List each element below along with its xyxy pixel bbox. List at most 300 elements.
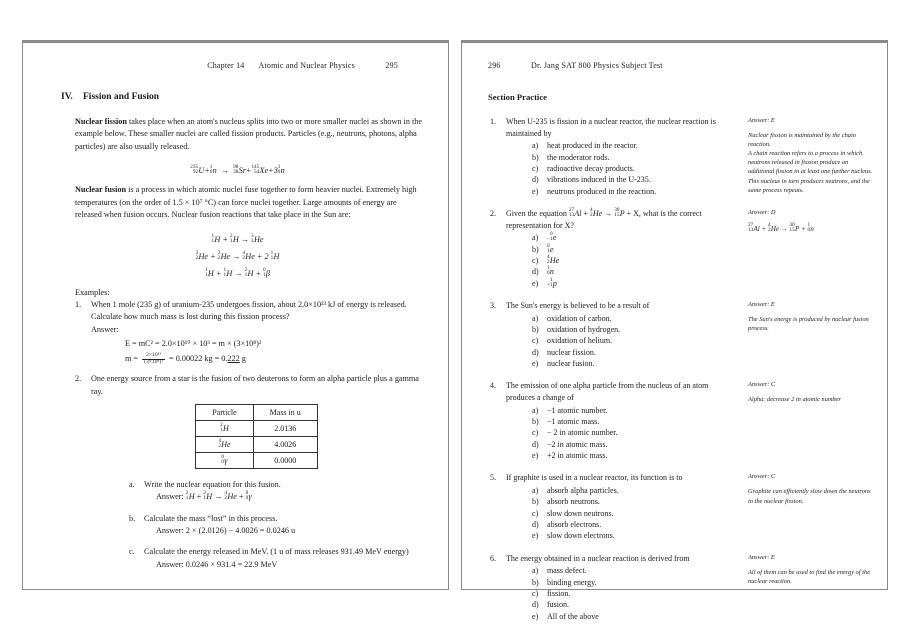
neutron-symbol: n [212, 166, 217, 176]
fusion3-op: + [215, 268, 222, 278]
choice-letter: b) [532, 244, 539, 254]
choice-letter: e) [532, 278, 539, 288]
q2a-sub: −1 [547, 236, 553, 243]
question-6-choices [532, 565, 738, 622]
question-6-answer: Answer: E [748, 553, 775, 561]
question-4-choice-e[interactable] [532, 450, 738, 461]
example-item-2 [75, 373, 422, 570]
question-2-number: 2. [490, 208, 497, 218]
question-2-choice-e[interactable] [532, 278, 738, 289]
fusion-equation-1 [53, 234, 422, 244]
q2-unknown: + X [626, 208, 639, 218]
question-1-number: 1. [490, 117, 497, 126]
choice-text: nuclear fusion. [547, 359, 595, 368]
choice-letter: c) [532, 589, 539, 599]
choice-letter: d) [532, 600, 539, 610]
choice-letter: d) [532, 347, 539, 357]
choice-text: fission. [547, 589, 571, 599]
subpart-b-answer: Answer: 2 × (2.0126) − 4.0026 = 0.0246 u [156, 525, 296, 535]
fusion1-b-sub: 1 [229, 237, 233, 244]
choice-text: absorb electrons. [547, 520, 602, 530]
question-2-answer: Answer: D [748, 208, 776, 216]
question-5-margin-note [738, 472, 873, 505]
example-1-result-a: = 0.00022 kg = 0. [169, 353, 228, 363]
page-number-left: 295 [385, 61, 399, 70]
choice-text: slow down neutrons. [547, 508, 614, 518]
question-5-answer: Answer: C [748, 473, 776, 481]
q2n-he-sup: 4 [767, 222, 771, 229]
fusion1-b-sup: 2 [229, 232, 233, 239]
page-number-right: 296 [488, 61, 501, 70]
fusion2-b-sup: 3 [217, 249, 221, 256]
choice-text: −2 in atomic mass. [547, 439, 608, 449]
fusion3-tail: + [255, 268, 261, 278]
question-6-choice-c[interactable] [532, 588, 738, 599]
choice-text: radioactive decay products. [547, 163, 635, 173]
question-5-choice-c[interactable] [532, 508, 738, 519]
particle-mass-table [195, 404, 318, 469]
example-1-denominator: (3×10⁸)² [144, 358, 163, 365]
question-1-choice-b[interactable] [532, 152, 738, 163]
subpart-a-marker: a. [129, 480, 135, 490]
fusion2-arrow: → [232, 251, 241, 261]
q2-p-sym: P [619, 208, 625, 218]
q2-he-sym: He [592, 208, 603, 218]
question-2-choices [532, 232, 738, 289]
question-1 [488, 116, 873, 197]
question-4-choice-a[interactable] [532, 405, 738, 416]
sa-tail: + [238, 492, 244, 502]
question-3-choice-d[interactable] [532, 347, 738, 358]
choice-letter: b) [532, 416, 539, 426]
choice-text: nuclear fission. [547, 347, 596, 357]
sa-d-sym: γ [248, 492, 252, 502]
q2a-sup: 0 [549, 231, 553, 238]
question-2-note-equation [748, 223, 873, 235]
fusion2-a-sym: He [198, 251, 209, 261]
q2a-sym: e [552, 233, 557, 243]
question-6-margin-note [738, 553, 873, 586]
question-5-choice-d[interactable] [532, 519, 738, 530]
choice-letter: c) [532, 336, 539, 346]
question-2 [488, 208, 873, 289]
u235-atomic-number: 92 [192, 169, 199, 176]
choice-letter: c) [532, 163, 539, 173]
choice-letter: a) [532, 313, 539, 323]
subpart-a [129, 479, 422, 504]
fusion3-a-sym: H [207, 268, 214, 278]
question-6-number: 6. [490, 553, 497, 563]
fission-plus-3: + [268, 166, 274, 176]
fusion-equation-3 [53, 268, 422, 278]
choice-letter: c) [532, 508, 539, 518]
q2n-he-sub: 2 [767, 227, 771, 234]
row1-sym: H [222, 423, 229, 433]
fusion2-a-sup: 3 [195, 249, 199, 256]
choice-text: heat produced in the reactor. [547, 141, 638, 151]
row2-sup: 4 [218, 437, 221, 444]
sa-c-sym: He [227, 492, 237, 502]
sa-b-sym: H [206, 492, 213, 502]
sa-c-sub: 2 [224, 495, 228, 502]
fusion1-a-sup: 1 [211, 232, 215, 239]
fission-plus-2: + [245, 166, 252, 176]
q2e-sym: p [552, 278, 557, 288]
question-4 [488, 380, 873, 461]
fusion-paragraph [75, 184, 422, 221]
example-1-text: When 1 mole (235 g) of uranium-235 undergoes fission, about 2.0×10²³ kJ of energy is released. Calculate how much mass is lost during this fission process? [91, 299, 407, 321]
fusion3-c-sub: 1 [244, 271, 248, 278]
choice-text: vibrations induced in the U-235. [547, 175, 651, 185]
u235-symbol: U [198, 166, 205, 176]
question-4-choice-d[interactable] [532, 439, 738, 450]
choice-text: −1 atomic number. [547, 405, 608, 415]
subpart-b [129, 513, 422, 538]
example-1-marker: 1. [75, 299, 82, 309]
example-1-answer-label: Answer: [91, 325, 119, 335]
fusion3-a-sup: 1 [205, 266, 208, 273]
q2n-al-sym: Al [753, 225, 760, 234]
question-3-choice-b[interactable] [532, 324, 738, 335]
fusion3-d-sym: β [265, 268, 270, 278]
question-6-choice-e[interactable] [532, 611, 738, 622]
question-3-choice-e[interactable] [532, 358, 738, 369]
particle-cell-gamma [196, 453, 253, 469]
q2n-n-sym: n [810, 225, 814, 234]
sa-a-sym: H [188, 492, 195, 502]
running-head-left-page [53, 61, 422, 70]
neutron2-atomic-number: 0 [277, 169, 281, 176]
question-5-number: 5. [490, 473, 497, 483]
choice-letter: a) [532, 141, 539, 151]
sa-a-sub: 1 [185, 495, 189, 502]
q2-he-sup: 4 [590, 207, 593, 214]
q2n-al-sub: 13 [748, 227, 754, 234]
subpart-c-answer: Answer: 0.0246 × 931.4 = 22.9 MeV [156, 559, 278, 569]
fusion2-a-sub: 2 [195, 254, 199, 261]
section-heading [61, 92, 422, 102]
running-head-right-page [488, 61, 873, 70]
question-4-note: Alpha: decrease 2 in atomic number [748, 396, 841, 404]
q2d-sup: 1 [547, 265, 550, 272]
question-1-choice-c[interactable] [532, 163, 738, 174]
sa-b-sup: 2 [203, 490, 206, 497]
mass-cell-deuterium: 2.0136 [253, 421, 317, 437]
row3-sym: γ [224, 455, 228, 465]
question-6-choice-b[interactable] [532, 577, 738, 588]
column-header-particle: Particle [196, 405, 253, 421]
question-2-choice-d[interactable] [532, 266, 738, 277]
question-5-choice-e[interactable] [532, 530, 738, 541]
choice-letter: b) [532, 324, 539, 334]
question-4-number: 4. [490, 381, 497, 391]
subpart-c-text: Calculate the energy released in MeV. (1 u of mass releases 931.49 MeV energy) [144, 547, 409, 557]
fission-paragraph-text: takes place when an atom's nucleus splits into two or more smaller nuclei as shown in the example below. These smaller nuclei are called fission products. Particles (e.g., neutrons, photons, alpha particles) are also usually released. [75, 117, 422, 151]
subpart-c [129, 546, 422, 571]
question-3-choice-c[interactable] [532, 335, 738, 346]
q2e-sub: +1 [547, 281, 553, 288]
fusion2-b-sym: He [220, 251, 231, 261]
fusion-paragraph-text: is a process in which atomic nuclei fuse together to form heavier nuclei. Extremely high temperatures (on the order of 1.5 × 10⁷ °C) can force nuclei together. Large amounts of energy are released when fusion occurs. Nuclear fusion reactions that take place in the Sun are: [75, 185, 417, 220]
u235-mass-number: 235 [190, 164, 199, 171]
question-1-choice-d[interactable] [532, 174, 738, 185]
question-1-choice-a[interactable] [532, 140, 738, 151]
question-1-choice-e[interactable] [532, 186, 738, 197]
running-head-title: Atomic and Nuclear Physics [258, 61, 355, 70]
fission-equation [53, 165, 422, 175]
choice-letter: e) [532, 611, 539, 621]
question-2-choice-a[interactable] [532, 232, 738, 243]
fusion-term: Nuclear fusion [75, 185, 127, 195]
particle-cell-helium [196, 437, 253, 453]
q2b-sup: 0 [547, 242, 550, 249]
book-title: Dr. Jang SAT 800 Physics Subject Test [531, 61, 663, 70]
example-item-1 [75, 299, 422, 366]
fusion2-c-sup: 4 [242, 249, 245, 256]
sa-arrow: → [214, 492, 223, 502]
question-6-choice-a[interactable] [532, 565, 738, 576]
xe-symbol: Xe [259, 166, 269, 176]
choice-text: fusion. [547, 600, 570, 610]
example-1-line-2 [125, 353, 422, 366]
question-6-body [488, 553, 738, 622]
example-1-line-1: E = mC² = 2.0×10¹⁰ × 10³ = m × (3×10⁸)² [125, 339, 262, 349]
example-1-result-c: g [239, 353, 246, 363]
question-3 [488, 300, 873, 369]
question-2-stem-post: , what is the correct representation for X? [506, 208, 702, 230]
choice-letter: d) [532, 439, 539, 449]
example-1-numerator: 2×10¹³ [142, 353, 165, 360]
particle-cell-deuterium [196, 421, 253, 437]
sa-d-sub: 0 [245, 495, 249, 502]
fusion3-b-sup: 1 [223, 266, 227, 273]
q2b-sym: e [549, 244, 554, 254]
sa-d-sup: 0 [245, 490, 249, 497]
subpart-b-text: Calculate the mass “lost” in this process. [144, 513, 278, 523]
practice-heading: Section Practice [488, 92, 547, 102]
table-header-row [196, 405, 318, 421]
column-header-mass: Mass in u [253, 405, 317, 421]
q2c-sub: 2 [547, 258, 550, 265]
example-1-result-b: 222 [227, 353, 240, 363]
question-6-note: All of them can be used to find the energy of the nuclear reaction. [748, 568, 871, 585]
sa-c-sup: 4 [224, 490, 228, 497]
choice-letter: a) [532, 566, 539, 576]
question-3-answer: Answer: E [748, 300, 775, 308]
table-row [196, 453, 318, 469]
question-3-number: 3. [490, 300, 497, 310]
q2n-arrow: → [780, 225, 788, 234]
q2n-n-sub: 0 [807, 227, 811, 234]
example-1-mass-lead: m = [125, 353, 139, 363]
question-1-body [488, 116, 738, 197]
q2n-he-sym: He [770, 225, 780, 234]
choice-text: absorb alpha particles. [547, 485, 619, 495]
fusion2-op: + [210, 251, 216, 261]
question-1-stem: When U-235 is fission in a nuclear reactor, the nuclear reaction is maintained by [506, 117, 716, 138]
fusion2-b-sub: 2 [217, 254, 221, 261]
fusion1-a-sym: H [214, 234, 221, 244]
choice-text: oxidation of carbon. [547, 313, 612, 323]
sr-atomic-number: 38 [233, 169, 239, 176]
fusion1-op: + [222, 234, 228, 244]
neutron-mass-number: 1 [209, 164, 213, 171]
choice-text: absorb neutrons. [547, 497, 600, 507]
question-4-margin-note [738, 380, 873, 404]
fusion2-c-sym: He [245, 251, 255, 261]
choice-text: All of the above [547, 611, 599, 621]
question-2-choice-b[interactable] [532, 244, 738, 255]
q2-he-sub: 2 [590, 211, 593, 218]
subpart-a-answer-label: Answer: [156, 492, 184, 502]
subpart-b-marker: b. [129, 513, 136, 523]
fusion3-a-sub: 1 [205, 271, 208, 278]
fusion3-d-sub: 1 [263, 271, 266, 278]
question-5-choice-b[interactable] [532, 496, 738, 507]
choice-letter: b) [532, 577, 539, 587]
fusion3-b-sym: H [226, 268, 233, 278]
row3-sub: 0 [221, 458, 224, 465]
row1-sub: 1 [220, 426, 223, 433]
fusion2-d-sup: 1 [270, 249, 274, 256]
subpart-a-answer [156, 491, 422, 503]
q2n-al-sup: 27 [748, 222, 754, 229]
choice-letter: b) [532, 497, 539, 507]
mass-cell-helium: 4.0026 [253, 437, 317, 453]
choice-letter: a) [532, 485, 539, 495]
question-6 [488, 553, 873, 622]
choice-text: mass defect. [547, 566, 587, 576]
q2c-sup: 4 [547, 253, 550, 260]
fusion2-c-sub: 2 [242, 254, 245, 261]
fusion1-a-sub: 1 [211, 237, 215, 244]
q2-al-sub: 13 [568, 211, 575, 218]
question-1-margin-note [738, 116, 873, 195]
q2-al-sup: 27 [568, 207, 575, 214]
example-2-subparts [129, 479, 422, 571]
choice-letter: e) [532, 450, 539, 460]
xe-mass-number: 145 [251, 164, 260, 171]
choice-text: binding energy. [547, 577, 597, 587]
q2n-n-sup: 1 [807, 222, 811, 229]
question-4-stem: The emission of one alpha particle from the nucleus of an atom produces a change of [506, 381, 709, 402]
q2-p-sub: 15 [614, 211, 620, 218]
fission-term: Nuclear fission [75, 117, 127, 126]
choice-letter: a) [532, 405, 539, 415]
choice-text: − 2 in atomic number. [547, 428, 618, 438]
sr-symbol: Sr [238, 166, 246, 176]
question-4-choices [532, 405, 738, 462]
choice-text: +2 in atomic mass. [547, 450, 608, 460]
choice-text: slow down electrons. [547, 531, 615, 541]
choice-letter: b) [532, 152, 539, 162]
question-1-answer: Answer: E [748, 117, 775, 124]
q2b-sub: 1 [547, 247, 550, 254]
fusion3-c-sym: H [247, 268, 254, 278]
choice-letter: c) [532, 428, 539, 438]
question-4-choice-c[interactable] [532, 427, 738, 438]
choice-text: oxidation of hydrogen. [547, 324, 621, 334]
section-numeral: IV. [61, 92, 73, 102]
q2n-p-sym: P [795, 225, 800, 234]
q2-p-sup: 30 [614, 207, 620, 214]
q2d-sym: n [549, 267, 554, 277]
fusion3-arrow: → [234, 268, 243, 278]
example-2-marker: 2. [75, 374, 82, 384]
question-5-note: Graphite can efficiently slow down the neutrons in the nuclear fission. [748, 488, 871, 505]
question-3-choices [532, 313, 738, 370]
fusion1-c-sup: 3 [251, 232, 254, 239]
examples-label: Examples: [75, 287, 110, 297]
q2n-p-sup: 30 [789, 222, 795, 229]
examples-list [75, 299, 422, 571]
fusion3-c-sup: 2 [244, 266, 248, 273]
fusion2-tail: + 2 [256, 251, 269, 261]
sa-op: + [196, 492, 202, 502]
question-4-choice-b[interactable] [532, 416, 738, 427]
choice-letter: e) [532, 531, 539, 541]
question-5-choice-a[interactable] [532, 485, 738, 496]
fusion2-d-sub: 1 [270, 254, 274, 261]
q2-arrow: → [604, 208, 613, 218]
example-2-text: One energy source from a star is the fusion of two deuterons to form an alpha particle plus a gamma ray. [91, 374, 419, 396]
fusion2-d-sym: H [273, 251, 280, 261]
fission-paragraph [75, 116, 422, 153]
subpart-c-marker: c. [129, 547, 135, 557]
choice-text: the moderator rods. [547, 152, 610, 162]
question-3-note: The Sun's energy is produced by nuclear fusion process. [748, 316, 869, 333]
question-6-choice-d[interactable] [532, 599, 738, 610]
question-6-stem: The energy obtained in a nuclear reaction is derived from [506, 553, 690, 563]
choice-letter: e) [532, 186, 539, 196]
example-1-fraction [142, 353, 165, 366]
xe-atomic-number: 54 [254, 169, 260, 176]
fusion3-d-sup: 0 [263, 266, 266, 273]
mass-cell-gamma: 0.0000 [253, 453, 317, 469]
question-1-note-2: A chain reaction refers to a process in which neutrons released in fission produce an additional fission in at least one further nucleus. This nucleus in turn produces neutrons, and the same process repeats. [748, 150, 873, 194]
row2-sym: He [221, 439, 231, 449]
row2-sub: 2 [218, 442, 221, 449]
q2n-tail: + [801, 225, 806, 234]
fusion1-c-sym: He [253, 234, 264, 244]
sa-b-sub: 1 [203, 495, 206, 502]
q2n-p-sub: 15 [789, 227, 795, 234]
choice-letter: d) [532, 520, 539, 530]
fission-arrow: → [220, 166, 230, 176]
question-5 [488, 472, 873, 541]
subpart-a-text: Write the nuclear equation for this fusion. [144, 480, 281, 490]
q2e-sup: 1 [549, 276, 553, 283]
choice-letter: d) [532, 175, 539, 185]
sa-a-sup: 2 [185, 490, 189, 497]
question-3-choice-a[interactable] [532, 313, 738, 324]
neutron-coefficient: 3 [273, 166, 278, 176]
choice-letter: a) [532, 233, 539, 243]
row1-sup: 2 [220, 421, 223, 428]
question-2-choice-c[interactable] [532, 255, 738, 266]
question-3-body [488, 300, 738, 369]
question-5-choices [532, 485, 738, 542]
section-title-text: Fission and Fusion [83, 92, 160, 102]
q2c-sym: He [549, 255, 560, 265]
q2-op: + [583, 208, 588, 218]
sr-mass-number: 98 [233, 164, 239, 171]
neutron2-symbol: n [280, 166, 285, 176]
choice-text: neutrons produced in the reaction. [547, 186, 657, 196]
choice-text: −1 atomic mass. [547, 416, 600, 426]
question-1-note: Nuclear fission is maintained by the chain reaction. [748, 132, 856, 149]
choice-letter: c) [532, 255, 539, 265]
